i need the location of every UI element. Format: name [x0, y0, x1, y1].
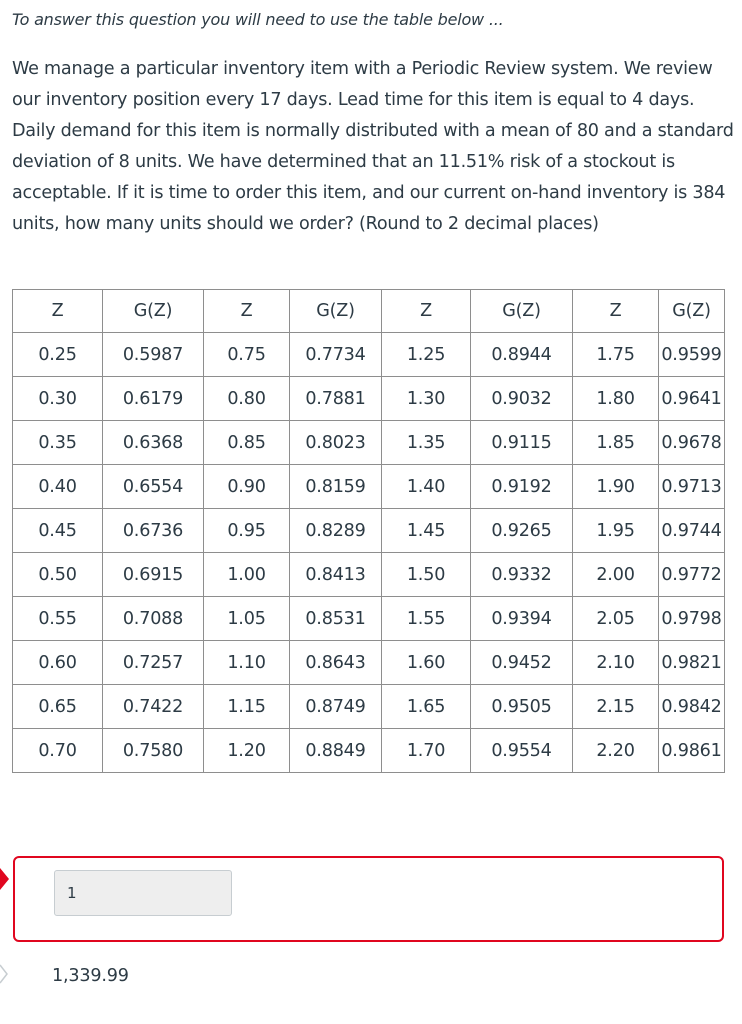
gz-value-cell: 0.9713: [659, 465, 725, 509]
z-table-row: [13, 729, 725, 773]
z-value-cell: 0.55: [13, 597, 103, 641]
z-value-cell: 1.95: [573, 509, 659, 553]
z-value-cell: 0.35: [13, 421, 103, 465]
z-table-header-cell: G(Z): [103, 290, 204, 333]
z-value-cell: 1.20: [204, 729, 290, 773]
gz-value-cell: 0.7088: [103, 597, 204, 641]
z-table-header-cell: Z: [13, 290, 103, 333]
gz-value-cell: 0.7422: [103, 685, 204, 729]
z-value-cell: 2.20: [573, 729, 659, 773]
z-table-header-cell: Z: [204, 290, 290, 333]
gz-value-cell: 0.7881: [290, 377, 382, 421]
z-value-cell: 1.85: [573, 421, 659, 465]
gz-value-cell: 0.5987: [103, 333, 204, 377]
z-table-row: [13, 509, 725, 553]
gz-value-cell: 0.9332: [471, 553, 573, 597]
gz-value-cell: 0.6915: [103, 553, 204, 597]
z-value-cell: 1.15: [204, 685, 290, 729]
gz-value-cell: 0.9821: [659, 641, 725, 685]
z-value-cell: 0.90: [204, 465, 290, 509]
gz-value-cell: 0.9505: [471, 685, 573, 729]
gz-value-cell: 0.8849: [290, 729, 382, 773]
z-table-header-cell: G(Z): [290, 290, 382, 333]
gz-value-cell: 0.8944: [471, 333, 573, 377]
gz-value-cell: 0.8531: [290, 597, 382, 641]
z-table-row: [13, 421, 725, 465]
gz-value-cell: 0.9032: [471, 377, 573, 421]
z-value-cell: 0.70: [13, 729, 103, 773]
z-value-cell: 0.40: [13, 465, 103, 509]
z-value-cell: 1.65: [382, 685, 471, 729]
gz-value-cell: 0.8643: [290, 641, 382, 685]
z-table: [12, 289, 725, 773]
correct-answer-value: 1,339.99: [52, 966, 129, 986]
gz-value-cell: 0.9394: [471, 597, 573, 641]
question-intro: To answer this question you will need to use the table below ...: [12, 10, 504, 29]
z-value-cell: 1.75: [573, 333, 659, 377]
z-table-header-row: [13, 290, 725, 333]
gz-value-cell: 0.7257: [103, 641, 204, 685]
z-value-cell: 1.30: [382, 377, 471, 421]
z-table-header-cell: Z: [573, 290, 659, 333]
gz-value-cell: 0.8023: [290, 421, 382, 465]
z-value-cell: 0.80: [204, 377, 290, 421]
gz-value-cell: 0.9678: [659, 421, 725, 465]
z-table-header-cell: G(Z): [471, 290, 573, 333]
z-value-cell: 1.05: [204, 597, 290, 641]
z-value-cell: 2.05: [573, 597, 659, 641]
z-value-cell: 0.45: [13, 509, 103, 553]
gz-value-cell: 0.9115: [471, 421, 573, 465]
gz-value-cell: 0.8289: [290, 509, 382, 553]
z-value-cell: 2.10: [573, 641, 659, 685]
z-value-cell: 1.10: [204, 641, 290, 685]
incorrect-answer-arrow-icon: [0, 868, 9, 890]
z-value-cell: 1.70: [382, 729, 471, 773]
gz-value-cell: 0.6736: [103, 509, 204, 553]
gz-value-cell: 0.9744: [659, 509, 725, 553]
gz-value-cell: 0.9554: [471, 729, 573, 773]
z-table-row: [13, 377, 725, 421]
z-value-cell: 1.90: [573, 465, 659, 509]
z-value-cell: 1.40: [382, 465, 471, 509]
z-value-cell: 0.85: [204, 421, 290, 465]
z-value-cell: 2.00: [573, 553, 659, 597]
gz-value-cell: 0.9265: [471, 509, 573, 553]
gz-value-cell: 0.9798: [659, 597, 725, 641]
z-table-row: [13, 465, 725, 509]
gz-value-cell: 0.7734: [290, 333, 382, 377]
z-value-cell: 1.50: [382, 553, 471, 597]
gz-value-cell: 0.9599: [659, 333, 725, 377]
z-value-cell: 1.35: [382, 421, 471, 465]
gz-value-cell: 0.9192: [471, 465, 573, 509]
z-value-cell: 0.25: [13, 333, 103, 377]
z-table-header-cell: G(Z): [659, 290, 725, 333]
question-text: We manage a particular inventory item with a Periodic Review system. We review our inventory position every 17 days. Lead time for this item is equal to 4 days. Daily demand for this item is normally distributed with a mean of 80 and a standard deviation of 8 units. We have determined that an 11.51% risk of a stockout is acceptable. If it is time to order this item, and our current on-hand inventory is 384 units, how many units should we order? (Round to 2 decimal places): [12, 59, 734, 234]
gz-value-cell: 0.8159: [290, 465, 382, 509]
z-value-cell: 0.75: [204, 333, 290, 377]
z-value-cell: 2.15: [573, 685, 659, 729]
z-value-cell: 1.80: [573, 377, 659, 421]
gz-value-cell: 0.9452: [471, 641, 573, 685]
z-value-cell: 1.60: [382, 641, 471, 685]
z-table-row: [13, 685, 725, 729]
z-value-cell: 1.00: [204, 553, 290, 597]
z-value-cell: 1.45: [382, 509, 471, 553]
correct-answer-arrow-icon: [0, 964, 8, 984]
gz-value-cell: 0.6179: [103, 377, 204, 421]
answer-container: [13, 856, 724, 942]
z-table-row: [13, 641, 725, 685]
z-table-row: [13, 597, 725, 641]
z-table-header-cell: Z: [382, 290, 471, 333]
z-value-cell: 0.50: [13, 553, 103, 597]
z-value-cell: 0.95: [204, 509, 290, 553]
z-value-cell: 0.65: [13, 685, 103, 729]
gz-value-cell: 0.9772: [659, 553, 725, 597]
gz-value-cell: 0.6368: [103, 421, 204, 465]
gz-value-cell: 0.6554: [103, 465, 204, 509]
gz-value-cell: 0.9861: [659, 729, 725, 773]
z-table-row: [13, 333, 725, 377]
z-value-cell: 0.30: [13, 377, 103, 421]
gz-value-cell: 0.8749: [290, 685, 382, 729]
gz-value-cell: 0.9641: [659, 377, 725, 421]
gz-value-cell: 0.9842: [659, 685, 725, 729]
gz-value-cell: 0.8413: [290, 553, 382, 597]
answer-input[interactable]: [54, 870, 232, 916]
z-value-cell: 0.60: [13, 641, 103, 685]
gz-value-cell: 0.7580: [103, 729, 204, 773]
z-table-row: [13, 553, 725, 597]
z-value-cell: 1.55: [382, 597, 471, 641]
z-value-cell: 1.25: [382, 333, 471, 377]
